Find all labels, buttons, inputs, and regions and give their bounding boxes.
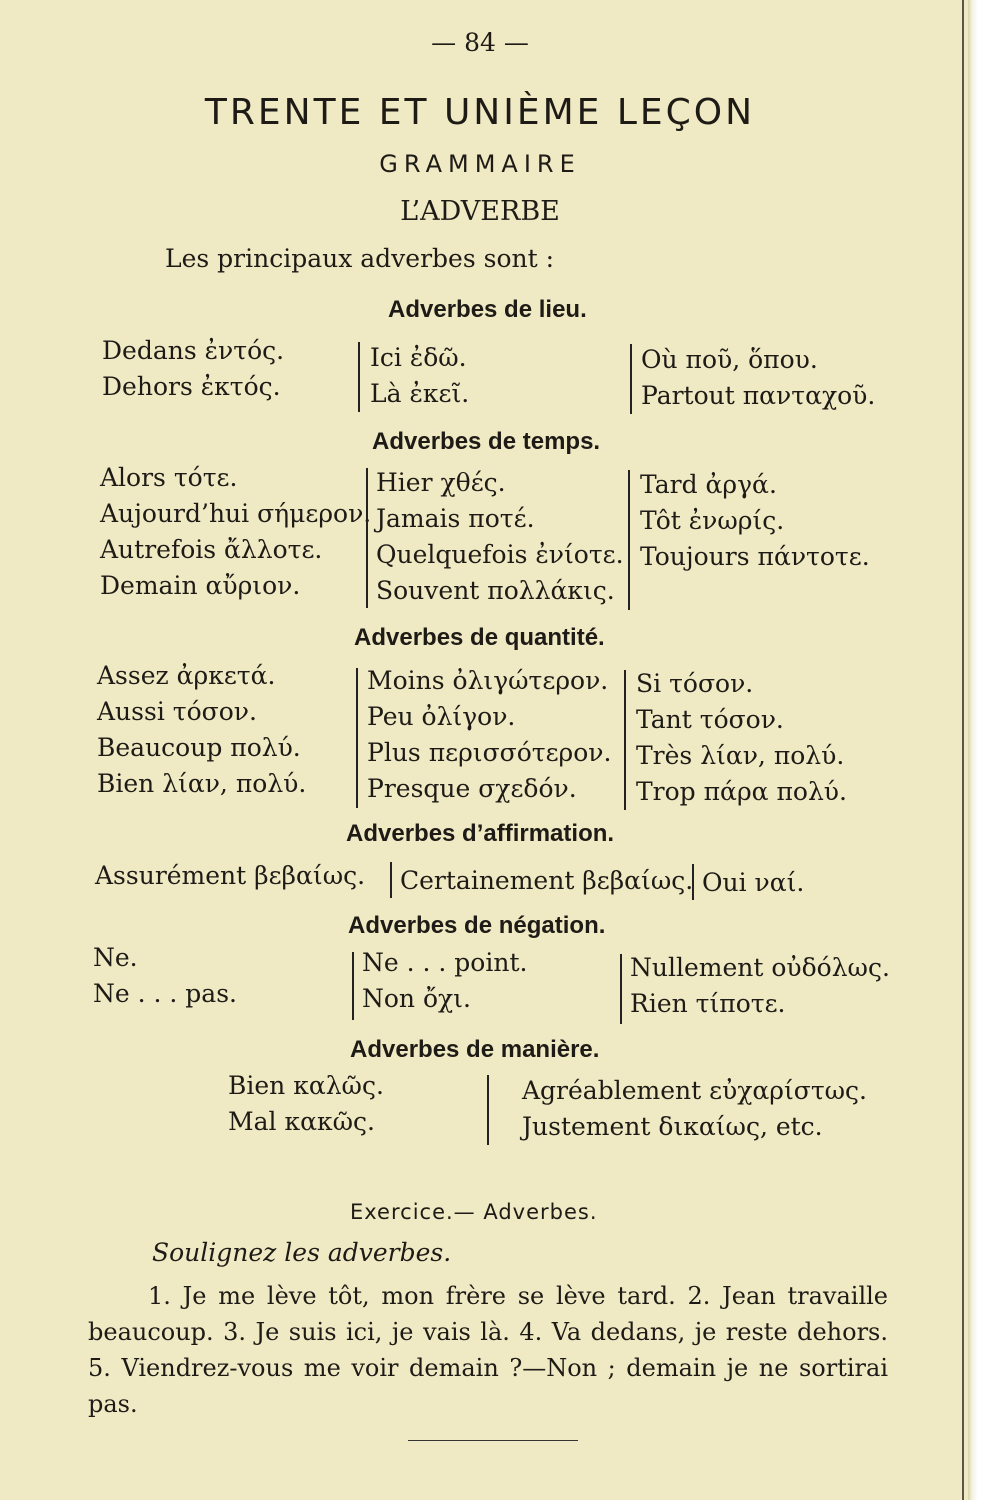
lieu-col3-item: Partout πανταχοῦ. bbox=[641, 381, 876, 410]
quantite-col1-item: Aussi τόσον. bbox=[97, 697, 257, 726]
topic-heading: L’ADVERBE bbox=[400, 196, 560, 227]
quantite-col1-item: Beaucoup πολύ. bbox=[97, 733, 301, 762]
lesson-title: TRENTE ET UNIÈME LEÇON bbox=[204, 92, 756, 133]
temps-col2-item: Jamais ποτέ. bbox=[376, 504, 535, 533]
maniere-col2-item: Justement δικαίως, etc. bbox=[522, 1112, 823, 1141]
column-divider bbox=[487, 1075, 489, 1145]
column-divider bbox=[352, 952, 354, 1020]
temps-col3-item: Tard ἀργά. bbox=[640, 470, 777, 499]
quantite-col2-item: Peu ὀλίγον. bbox=[367, 702, 516, 731]
intro-text: Les principaux adverbes sont : bbox=[165, 244, 555, 273]
end-rule bbox=[408, 1440, 578, 1441]
temps-col1-item: Aujourd’hui σήμερον. bbox=[100, 499, 372, 528]
column-divider bbox=[358, 342, 360, 412]
temps-col1-item: Alors τότε. bbox=[100, 463, 238, 492]
maniere-col2-item: Agréablement εὐχαρίστως. bbox=[522, 1076, 868, 1105]
negation-col2-item: Ne . . . point. bbox=[362, 948, 528, 977]
heading-maniere: Adverbes de manière. bbox=[350, 1036, 600, 1063]
exercise-title: Exercice.— Adverbes. bbox=[350, 1200, 598, 1224]
column-divider bbox=[624, 670, 626, 810]
quantite-col3-item: Trop πάρα πολύ. bbox=[636, 777, 847, 806]
quantite-col1-item: Assez ἀρκετά. bbox=[97, 661, 276, 690]
lieu-col3-item: Où ποῦ, ὅπου. bbox=[641, 345, 818, 374]
affirmation-item: Certainement βεβαίως. bbox=[400, 866, 694, 895]
exercise-instruction: Soulignez les adverbes. bbox=[152, 1238, 452, 1267]
page-edge bbox=[968, 0, 989, 1500]
quantite-col2-item: Moins ὀλιγώτερον. bbox=[367, 666, 609, 695]
column-divider bbox=[628, 470, 630, 610]
temps-col2-item: Hier χθές. bbox=[376, 468, 506, 497]
quantite-col2-item: Plus περισσότερον. bbox=[367, 738, 612, 767]
column-divider bbox=[390, 862, 392, 898]
quantite-col3-item: Tant τόσον. bbox=[636, 705, 784, 734]
lieu-col1-item: Dehors ἐκτός. bbox=[102, 372, 281, 401]
temps-col3-item: Toujours πάντοτε. bbox=[640, 542, 870, 571]
negation-col2-item: Non ὄχι. bbox=[362, 984, 471, 1013]
page-edge-shadow bbox=[962, 0, 964, 1500]
column-divider bbox=[366, 468, 368, 608]
temps-col3-item: Tôt ἐνωρίς. bbox=[640, 506, 785, 535]
temps-col1-item: Autrefois ἄλλοτε. bbox=[100, 535, 323, 564]
affirmation-item: Oui ναί. bbox=[702, 868, 805, 897]
negation-col1-item: Ne . . . pas. bbox=[93, 979, 237, 1008]
maniere-col1-item: Bien καλῶς. bbox=[228, 1071, 384, 1100]
lieu-col2-item: Là ἐκεῖ. bbox=[370, 379, 470, 408]
temps-col2-item: Souvent πολλάκις. bbox=[376, 576, 615, 605]
temps-col1-item: Demain αὔριον. bbox=[100, 571, 301, 600]
negation-col3-item: Rien τίποτε. bbox=[630, 989, 786, 1018]
heading-affirmation: Adverbes d’affirmation. bbox=[346, 820, 615, 847]
affirmation-item: Assurément βεβαίως. bbox=[95, 861, 366, 890]
heading-negation: Adverbes de négation. bbox=[348, 912, 606, 939]
quantite-col3-item: Très λίαν, πολύ. bbox=[636, 741, 845, 770]
column-divider bbox=[630, 344, 632, 414]
quantite-col1-item: Bien λίαν, πολύ. bbox=[97, 769, 307, 798]
column-divider bbox=[692, 864, 694, 900]
negation-col3-item: Nullement οὐδόλως. bbox=[630, 953, 890, 982]
heading-quantite: Adverbes de quantité. bbox=[354, 624, 605, 651]
quantite-col2-item: Presque σχεδόν. bbox=[367, 774, 577, 803]
quantite-col3-item: Si τόσον. bbox=[636, 669, 754, 698]
exercise-text: 1. Je me lève tôt, mon frère se lève tard. 2. Jean travaille beaucoup. 3. Je suis ici, je vais là. 4. Va dedans, je reste dehors. 5. Viendrez-vous me voir demain ?—Non ; demain je ne sortirai pas. bbox=[88, 1282, 888, 1418]
section-subtitle: GRAMMAIRE bbox=[379, 150, 581, 178]
page-number: — 84 — bbox=[431, 28, 529, 57]
temps-col2-item: Quelquefois ἐνίοτε. bbox=[376, 540, 624, 569]
lieu-col2-item: Ici ἐδῶ. bbox=[370, 343, 467, 372]
maniere-col1-item: Mal κακῶς. bbox=[228, 1107, 375, 1136]
heading-lieu: Adverbes de lieu. bbox=[388, 296, 587, 323]
lieu-col1-item: Dedans ἐντός. bbox=[102, 336, 285, 365]
column-divider bbox=[620, 954, 622, 1024]
heading-temps: Adverbes de temps. bbox=[372, 428, 601, 455]
column-divider bbox=[356, 668, 358, 808]
negation-col1-item: Ne. bbox=[93, 943, 138, 972]
